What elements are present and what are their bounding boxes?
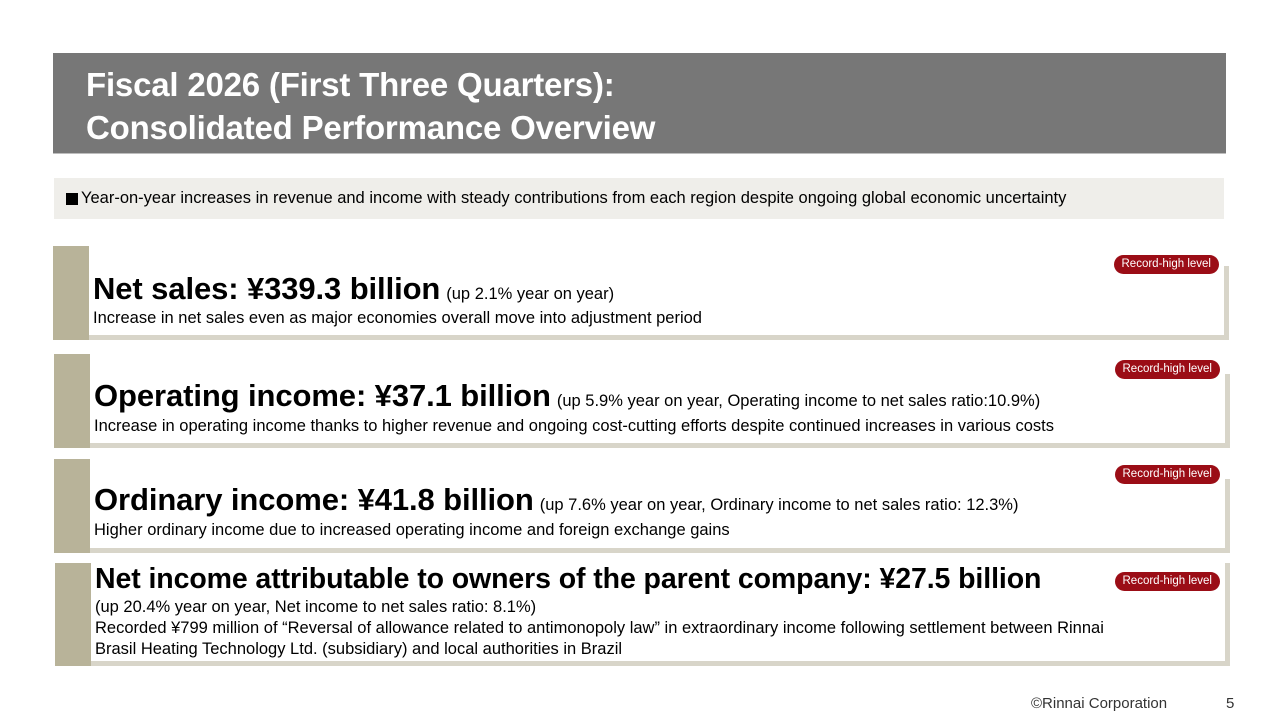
record-high-badge: Record-high level	[1115, 572, 1221, 591]
slide-title-line-2: Consolidated Performance Overview	[86, 109, 656, 146]
net-sales-description: Increase in net sales even as major economies overall move into adjustment period	[93, 309, 702, 327]
card-headline	[94, 482, 1018, 518]
summary-text: Year-on-year increases in revenue and income with steady contributions from each region despite ongoing global economic uncertainty	[81, 189, 1067, 207]
record-high-badge: Record-high level	[1115, 465, 1221, 484]
net-sales-value: Net sales: ¥339.3 billion	[93, 271, 441, 306]
square-bullet-icon	[66, 193, 78, 205]
record-high-badge: Record-high level	[1114, 255, 1220, 274]
slide-title-line-1: Fiscal 2026 (First Three Quarters):	[86, 66, 615, 103]
net-income-value: Net income attributable to owners of the parent company: ¥27.5 billion	[95, 563, 1042, 595]
card-headline	[95, 563, 1041, 596]
slide-title-bar	[53, 53, 1226, 154]
net-income-description-line-2: Brasil Heating Technology Ltd. (subsidiary) and local authorities in Brazil	[95, 640, 623, 658]
summary-box	[54, 178, 1224, 219]
net-income-card	[55, 563, 1230, 666]
card-headline	[94, 378, 1040, 414]
operating-income-description: Increase in operating income thanks to higher revenue and ongoing cost-cutting efforts despite continued increases in various costs	[94, 417, 1055, 435]
ordinary-income-description: Higher ordinary income due to increased operating income and foreign exchange gains	[94, 521, 730, 539]
ordinary-income-value: Ordinary income: ¥41.8 billion	[94, 482, 534, 517]
card-headline	[93, 271, 614, 307]
card-accent-bar	[53, 246, 89, 340]
operating-income-card	[54, 354, 1230, 448]
net-income-description-line-1: Recorded ¥799 million of “Reversal of allowance related to antimonopoly law” in extraordinary income following settlement between Rinnai	[95, 619, 1104, 637]
net-income-change: (up 20.4% year on year, Net income to net sales ratio: 8.1%)	[95, 598, 537, 616]
net-sales-card	[53, 246, 1229, 340]
copyright-text: ©Rinnai Corporation	[1031, 695, 1168, 712]
ordinary-income-change: (up 7.6% year on year, Ordinary income to net sales ratio: 12.3%)	[539, 496, 1019, 514]
card-accent-bar	[55, 563, 91, 666]
ordinary-income-card	[54, 459, 1230, 553]
operating-income-value: Operating income: ¥37.1 billion	[94, 378, 551, 413]
operating-income-change: (up 5.9% year on year, Operating income to net sales ratio:10.9%)	[556, 392, 1041, 410]
net-sales-change: (up 2.1% year on year)	[446, 285, 615, 303]
record-high-badge: Record-high level	[1115, 360, 1221, 379]
card-accent-bar	[54, 354, 90, 448]
card-accent-bar	[54, 459, 90, 553]
page-number: 5	[1226, 695, 1235, 712]
